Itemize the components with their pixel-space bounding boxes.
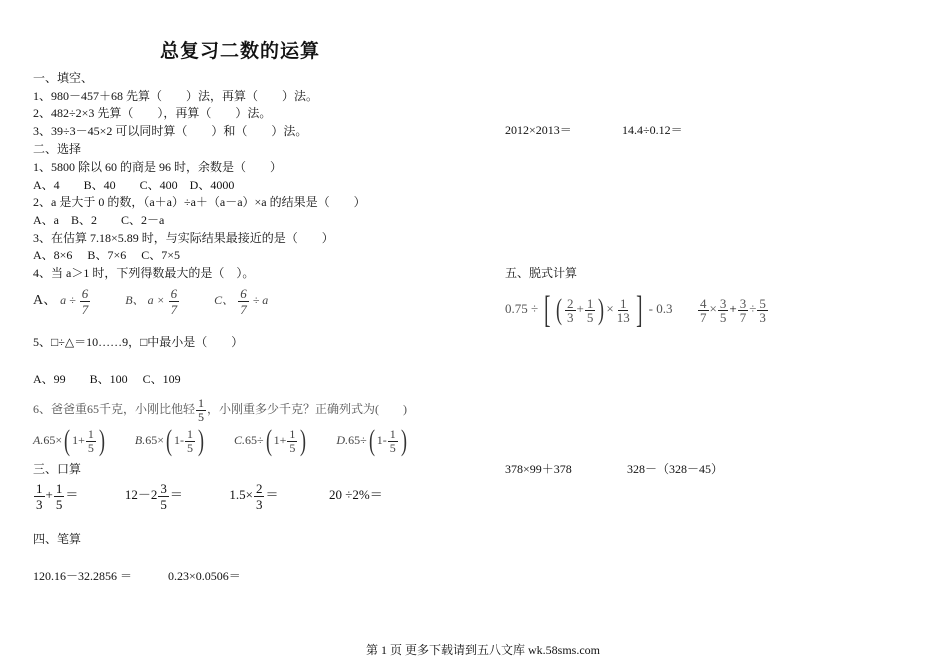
section-written-heading: 四、笔算 bbox=[33, 532, 82, 546]
stepwise-expression-1: 0.75 ÷ [ ( $\frac{2}{3}$ + $\frac{1}{5}$ ) × $\frac{1}{13}$ ] - 0.3 bbox=[505, 289, 673, 332]
written-expression-1: 120.16－32.2856 ＝ bbox=[33, 569, 133, 583]
written-expression-2: 0.23×0.0506＝ bbox=[168, 569, 241, 583]
fill-question-3: 3、39÷3－45×2 可以同时算（ ）和（ ）法。 bbox=[33, 124, 308, 138]
q6-lead: 6、爸爸重65千克，小刚比他轻 bbox=[33, 402, 196, 416]
option-a-fraction: $\frac{6}{7}$ bbox=[81, 285, 89, 317]
fill-question-1: 1、980－457＋68 先算（ ）法，再算（ ）法。 bbox=[33, 89, 319, 103]
oral-expression-3: 1.5× $\frac{2}{3}$ ＝ bbox=[229, 480, 279, 512]
fill-question-2: 2、482÷2×3 先算（ ），再算（ ）法。 bbox=[33, 106, 272, 120]
right-expression-3a: 378×99＋378 bbox=[505, 462, 572, 476]
choice-question-4: 4、当 a＞1 时，下列得数最大的是（ ）。 bbox=[33, 266, 255, 280]
section-stepwise-heading: 五、脱式计算 bbox=[505, 266, 578, 280]
q6-option-b: B.65×( 1- $\frac{1}{5}$ ) bbox=[134, 424, 205, 458]
choice-options-5: A、99 B、100 C、109 bbox=[33, 372, 181, 386]
right-expression-3b: 328－（328－45） bbox=[627, 462, 724, 476]
option-b-label: B、 bbox=[125, 293, 145, 307]
choice-options-4 bbox=[33, 285, 268, 317]
right-expression-1b: 14.4÷0.12＝ bbox=[622, 123, 683, 137]
choice-question-3: 3、在估算 7.18×5.89 时，与实际结果最接近的是（ ） bbox=[33, 231, 334, 245]
section-oral-heading: 三、口算 bbox=[33, 462, 82, 476]
page-footer: 第 1 页 更多下载请到五八文库 wk.58sms.com bbox=[366, 643, 601, 657]
stepwise-expression-2: $\frac{4}{7}$ × $\frac{3}{5}$ + $\frac{3}{7}$ ÷ $\frac{5}{3}$ bbox=[700, 295, 766, 325]
choice-options-1: A、4 B、40 C、400 D、4000 bbox=[33, 178, 235, 192]
q6-tail: ，小刚重多少千克？正确列式为( ) bbox=[207, 402, 408, 416]
oral-expression-1: $\frac{1}{3}$ + $\frac{1}{5}$ ＝ bbox=[36, 480, 79, 512]
section-choice-heading: 二、选择 bbox=[33, 142, 82, 156]
choice-options-3: A、8×6 B、7×6 C、7×5 bbox=[33, 248, 180, 262]
option-b-lead: a × bbox=[147, 293, 165, 307]
option-b-fraction: $\frac{6}{7}$ bbox=[170, 285, 178, 317]
q6-option-d: D.65÷( 1- $\frac{1}{5}$ ) bbox=[336, 424, 407, 458]
option-c-label: C、 bbox=[214, 293, 235, 307]
choice-question-6 bbox=[33, 394, 407, 424]
choice-question-1: 1、5800 除以 60 的商是 96 时，余数是（ ） bbox=[33, 160, 283, 174]
oral-expression-4: 20 ÷2%＝ bbox=[329, 487, 383, 502]
q6-option-a: A.65×( 1+ $\frac{1}{5}$ ) bbox=[33, 424, 105, 458]
q6-option-c: C.65÷( 1+ $\frac{1}{5}$ ) bbox=[234, 424, 307, 458]
choice-question-5: 5、□÷△＝10……9，□中最小是（ ） bbox=[33, 335, 244, 349]
q6-fraction: $\frac{1}{5}$ bbox=[198, 395, 205, 424]
choice-question-2: 2、a 是大于 0 的数，（a＋a）÷a＋（a－a）×a 的结果是（ ） bbox=[33, 195, 366, 209]
section-fill-heading: 一、填空、 bbox=[33, 71, 94, 85]
choice-options-6 bbox=[33, 424, 409, 456]
page-title: 总复习二数的运算 bbox=[160, 41, 321, 62]
oral-expressions bbox=[33, 478, 383, 512]
option-a-lead: a ÷ bbox=[60, 293, 76, 307]
option-c-tail: ÷ a bbox=[252, 293, 269, 307]
oral-expression-2: 12－2 $\frac{3}{5}$ ＝ bbox=[124, 480, 183, 512]
option-a-label: A、 bbox=[33, 293, 58, 308]
choice-options-2: A、a B、2 C、2－a bbox=[33, 213, 165, 227]
right-expression-1a: 2012×2013＝ bbox=[505, 123, 572, 137]
option-c-fraction: $\frac{6}{7}$ bbox=[240, 285, 247, 317]
